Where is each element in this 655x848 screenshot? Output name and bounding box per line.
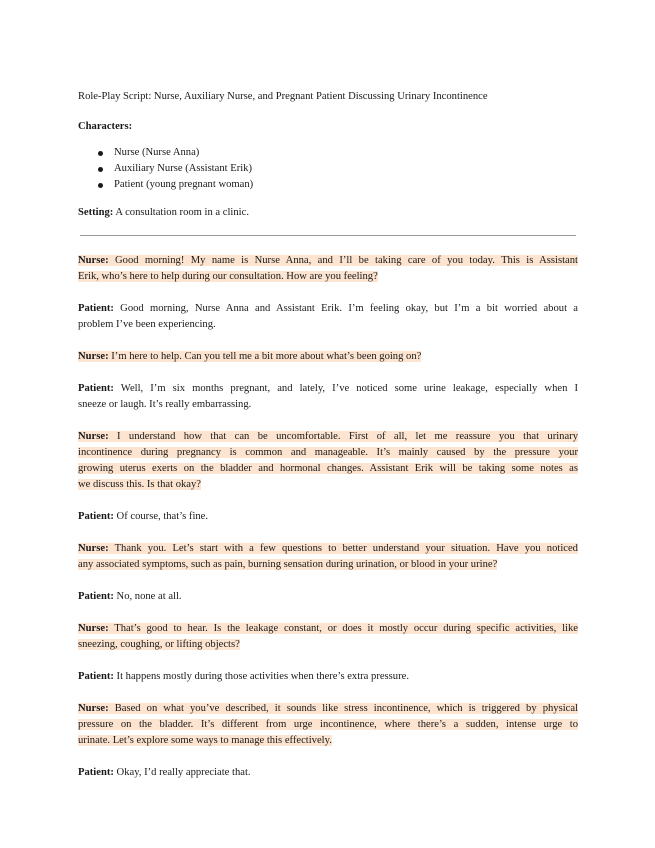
setting-label: Setting: xyxy=(78,207,114,218)
document-title: Role-Play Script: Nurse, Auxiliary Nurse, and Pregnant Patient Discussing Urinary Incontinence xyxy=(78,91,488,102)
dialogue-text-line xyxy=(78,477,578,493)
dialogue-text-line xyxy=(78,445,578,461)
nurse-line xyxy=(78,349,578,365)
dialogue-text-line xyxy=(78,461,578,477)
dialogue-text: incontinence during pregnancy is common and manageable. It’s mainly caused by the pressure your xyxy=(78,447,578,458)
dialogue-text: Of course, that’s fine. xyxy=(116,511,209,522)
dialogue-text: I understand how that can be uncomfortable. First of all, let me reassure you that urinary xyxy=(117,431,578,442)
speaker-label: Patient: xyxy=(78,671,114,682)
horizontal-divider xyxy=(80,235,576,236)
dialogue-text: Based on what you’ve described, it sounds like stress incontinence, which is triggered by physical xyxy=(114,703,578,714)
dialogue-text: we discuss this. Is that okay? xyxy=(78,479,201,490)
speaker-label: Nurse: xyxy=(78,623,109,634)
dialogue-text-line xyxy=(78,317,578,333)
dialogue-text-line xyxy=(78,509,578,525)
speaker-label: Nurse: xyxy=(78,255,109,266)
dialogue-text: Well, I’m six months pregnant, and lately, I’ve noticed some urine leakage, especially when I xyxy=(120,383,578,394)
dialogue-text-line xyxy=(78,381,578,397)
bullet-icon xyxy=(98,167,103,172)
dialogue-text: sneezing, coughing, or lifting objects? xyxy=(78,639,240,650)
characters-list xyxy=(78,145,578,193)
dialogue-text: Good morning! My name is Nurse Anna, and I’ll be taking care of you today. This is Assistant xyxy=(115,255,578,266)
setting-text: A consultation room in a clinic. xyxy=(115,207,249,218)
dialogue-text-line xyxy=(78,701,578,717)
bullet-icon xyxy=(98,183,103,188)
dialogue-text-line xyxy=(78,621,578,637)
nurse-line xyxy=(78,541,578,573)
dialogue-text-line xyxy=(78,301,578,317)
dialogue-text: Good morning, Nurse Anna and Assistant Erik. I’m feeling okay, but I’m a bit worried about a xyxy=(120,303,578,314)
dialogue-text: I’m here to help. Can you tell me a bit more about what’s been going on? xyxy=(111,351,422,362)
nurse-line xyxy=(78,253,578,285)
dialogue-text: No, none at all. xyxy=(116,591,182,602)
patient-line xyxy=(78,589,578,605)
list-item xyxy=(78,177,578,193)
patient-line xyxy=(78,669,578,685)
patient-line xyxy=(78,301,578,333)
nurse-line xyxy=(78,429,578,493)
list-item xyxy=(78,161,578,177)
dialogue-text-line xyxy=(78,557,578,573)
speaker-label: Patient: xyxy=(78,511,114,522)
dialogue-text-line xyxy=(78,669,578,685)
dialogue-text: Thank you. Let’s start with a few questions to better understand your situation. Have you noticed xyxy=(114,543,578,554)
dialogue-text: Erik, who’s here to help during our consultation. How are you feeling? xyxy=(78,271,378,282)
dialogue-text-line xyxy=(78,717,578,733)
dialogue-text-line xyxy=(78,429,578,445)
dialogue xyxy=(78,253,578,781)
speaker-label: Nurse: xyxy=(78,543,109,554)
dialogue-text-line xyxy=(78,589,578,605)
document-body xyxy=(78,89,578,797)
dialogue-text-line xyxy=(78,253,578,269)
nurse-line xyxy=(78,621,578,653)
list-item xyxy=(78,145,578,161)
characters-heading xyxy=(78,119,578,135)
patient-line xyxy=(78,765,578,781)
speaker-label: Patient: xyxy=(78,767,114,778)
dialogue-text-line xyxy=(78,349,578,365)
patient-line xyxy=(78,509,578,525)
speaker-label: Patient: xyxy=(78,383,114,394)
patient-line xyxy=(78,381,578,413)
speaker-label: Patient: xyxy=(78,591,114,602)
dialogue-text-line xyxy=(78,269,578,285)
character-name: Auxiliary Nurse (Assistant Erik) xyxy=(114,163,252,174)
speaker-label: Nurse: xyxy=(78,351,109,362)
dialogue-text-line xyxy=(78,397,578,413)
dialogue-text: problem I’ve been experiencing. xyxy=(78,319,216,330)
character-name: Patient (young pregnant woman) xyxy=(114,179,254,190)
speaker-label: Nurse: xyxy=(78,431,109,442)
dialogue-text: It happens mostly during those activities when there’s extra pressure. xyxy=(116,671,409,682)
character-name: Nurse (Nurse Anna) xyxy=(114,147,200,158)
dialogue-text: That’s good to hear. Is the leakage constant, or does it mostly occur during specific activities, like xyxy=(114,623,578,634)
bullet-icon xyxy=(98,151,103,156)
dialogue-text-line xyxy=(78,541,578,557)
setting-paragraph xyxy=(78,205,578,221)
characters-label: Characters: xyxy=(78,121,133,132)
dialogue-text-line xyxy=(78,733,578,749)
dialogue-text: growing uterus exerts on the bladder and hormonal changes. Assistant Erik will be taking some notes as xyxy=(78,463,578,474)
nurse-line xyxy=(78,701,578,749)
speaker-label: Patient: xyxy=(78,303,114,314)
dialogue-text: any associated symptoms, such as pain, burning sensation during urination, or blood in your urine? xyxy=(78,559,498,570)
dialogue-text-line xyxy=(78,637,578,653)
dialogue-text: Okay, I’d really appreciate that. xyxy=(116,767,251,778)
dialogue-text: sneeze or laugh. It’s really embarrassing. xyxy=(78,399,252,410)
dialogue-text: pressure on the bladder. It’s different from urge incontinence, where there’s a sudden, intense urge to xyxy=(78,719,578,730)
dialogue-text-line xyxy=(78,765,578,781)
speaker-label: Nurse: xyxy=(78,703,109,714)
dialogue-text: urinate. Let’s explore some ways to manage this effectively. xyxy=(78,735,332,746)
